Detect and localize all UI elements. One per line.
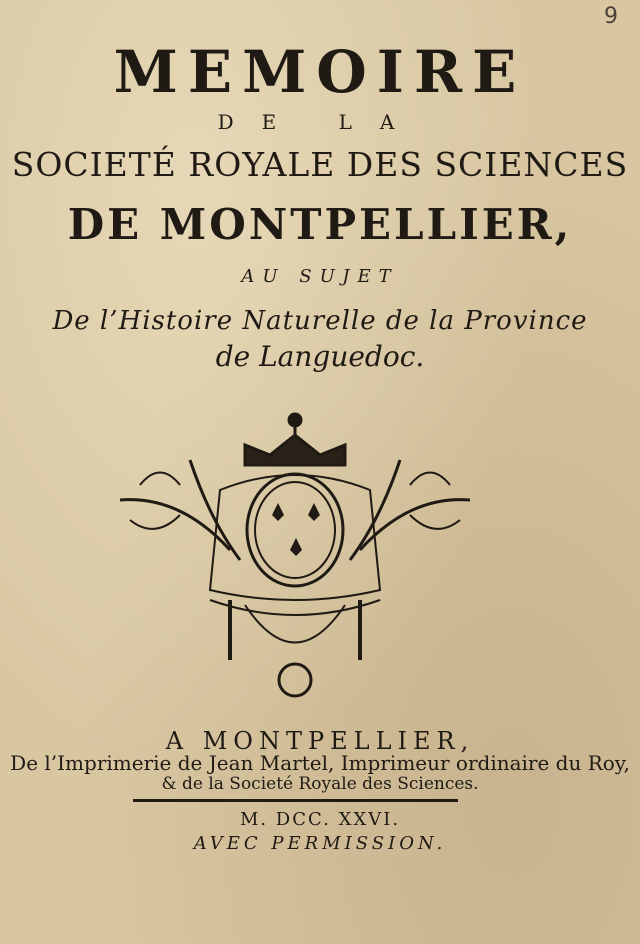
royal-crest-ornament [110, 400, 480, 710]
title-histoire: De l’Histoire Naturelle de la Province [52, 306, 588, 336]
imprint-year: M. DCC. XXVI. [239, 809, 401, 830]
imprint-society: & de la Societé Royale des Sciences. [161, 774, 479, 794]
imprint-city: A MONTPELLIER, [165, 727, 475, 755]
title-de-la: DE LA [217, 110, 423, 134]
title-societe: SOCIETÉ ROYALE DES SCIENCES [11, 145, 629, 184]
divider-rule [133, 798, 458, 804]
title-memoire: MEMOIRE [113, 38, 527, 106]
title-languedoc: de Languedoc. [215, 340, 425, 373]
page-number: 9 [604, 4, 618, 29]
title-montpellier: DE MONTPELLIER, [67, 200, 573, 249]
imprint-permission: AVEC PERMISSION. [193, 833, 447, 854]
imprint-printer: De l’Imprimerie de Jean Martel, Imprimeur ordinaire du Roy, [10, 751, 630, 775]
title-au-sujet: AU SUJET [241, 266, 399, 287]
